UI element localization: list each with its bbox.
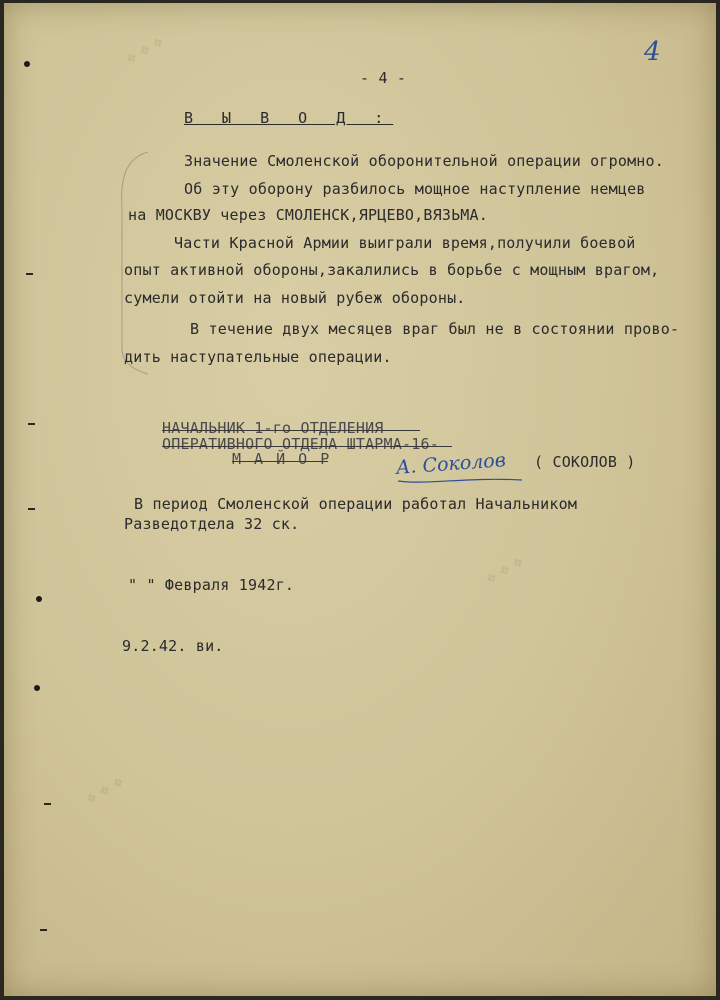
paragraph-line: сумели отойти на новый рубеж обороны. xyxy=(124,289,466,307)
binding-hole xyxy=(34,685,40,691)
watermark: ❖ ❖ ❖ xyxy=(482,553,527,588)
strike-line xyxy=(162,430,420,431)
paragraph-line: опыт активной обороны,закалились в борьбе с мощным врагом, xyxy=(124,261,660,279)
edge-mark xyxy=(40,929,47,931)
footer-code: 9.2.42. ви. xyxy=(122,637,224,655)
paragraph-line: дить наступательные операции. xyxy=(124,348,392,366)
paragraph-line: В течение двух месяцев враг был не в состоянии прово- xyxy=(190,320,680,338)
signature-flourish xyxy=(396,475,526,487)
heading: В Ы В О Д : xyxy=(184,109,394,127)
paragraph-line: Значение Смоленской оборонительной операции огромно. xyxy=(184,152,664,170)
page-number: - 4 - xyxy=(360,69,407,87)
watermark: ❖ ❖ ❖ xyxy=(122,33,167,68)
handwritten-signature: А. Соколов xyxy=(395,449,507,479)
binding-hole xyxy=(36,596,42,602)
signatory-title: НАЧАЛЬНИК 1-го ОТДЕЛЕНИЯ xyxy=(162,419,384,437)
date-line: " " Февраля 1942г. xyxy=(128,576,295,594)
strike-line xyxy=(162,446,452,447)
binding-hole xyxy=(24,61,30,67)
watermark: ❖ ❖ ❖ xyxy=(82,773,127,808)
paragraph-line: Части Красной Армии выиграли время,получили боевой xyxy=(174,234,636,252)
edge-mark xyxy=(28,508,35,510)
note-line: Разведотдела 32 ск. xyxy=(124,515,300,533)
paragraph-line: Об эту оборону разбилось мощное наступление немцев xyxy=(184,180,646,198)
signatory-department: ОПЕРАТИВНОГО ОТДЕЛА ШТАРМА-16- xyxy=(162,435,439,453)
signatory-name: ( СОКОЛОВ ) xyxy=(534,453,636,471)
corner-mark: 4 xyxy=(644,37,661,67)
note-line: В период Смоленской операции работал Начальником xyxy=(134,495,578,513)
strike-line xyxy=(232,461,328,462)
paragraph-line: на МОСКВУ через СМОЛЕНСК,ЯРЦЕВО,ВЯЗЬМА. xyxy=(128,206,488,224)
edge-mark xyxy=(26,273,33,275)
edge-mark xyxy=(28,423,35,425)
document-page xyxy=(4,3,716,996)
edge-mark xyxy=(44,803,51,805)
signatory-rank: М А Й О Р xyxy=(232,450,332,468)
